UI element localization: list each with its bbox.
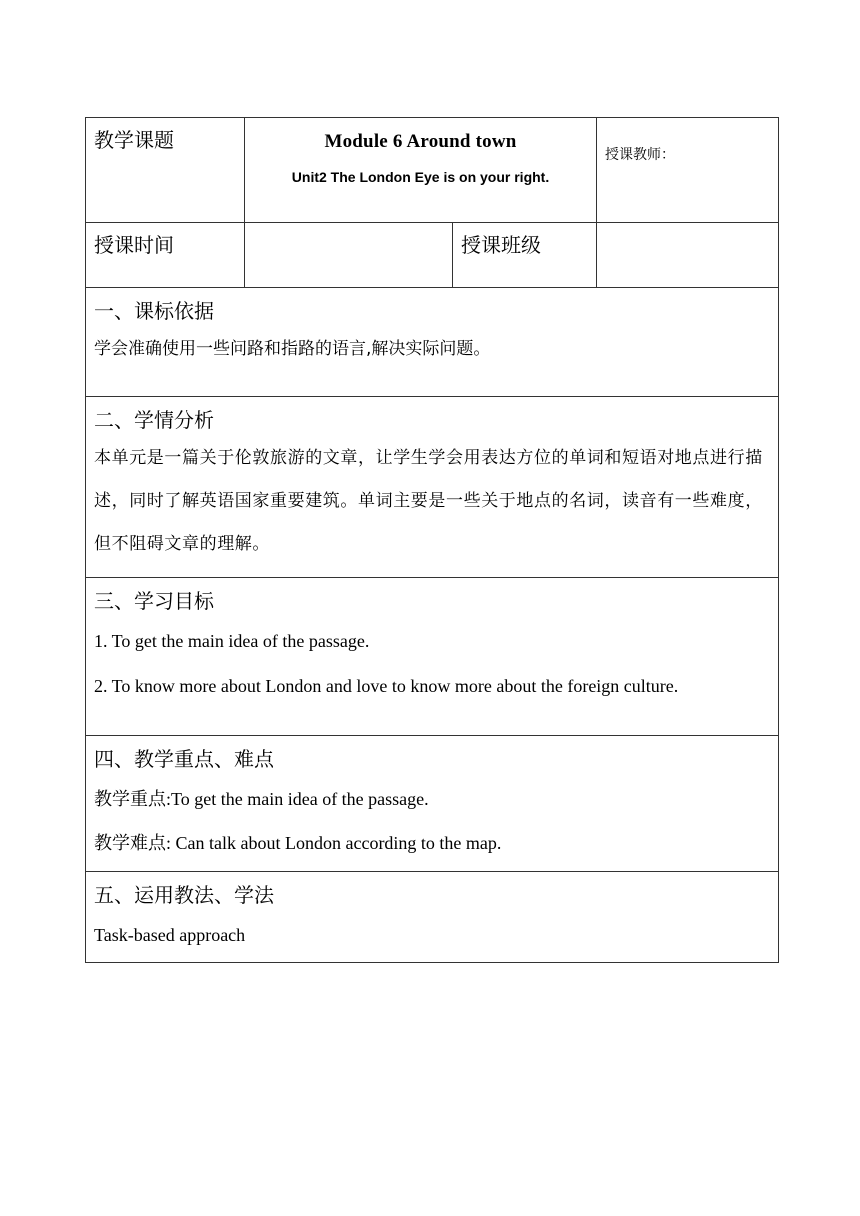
subject-label: 教学课题 bbox=[86, 118, 245, 223]
class-value bbox=[597, 223, 779, 288]
section-curriculum bbox=[86, 288, 779, 397]
meta-row bbox=[86, 223, 779, 288]
unit-title: Unit2 The London Eye is on your right. bbox=[291, 169, 550, 185]
lesson-title-cell bbox=[245, 118, 597, 223]
goal-item: 2. To know more about London and love to know more about the foreign culture. bbox=[94, 676, 679, 696]
section-student-analysis bbox=[86, 397, 779, 578]
lesson-plan-table bbox=[85, 117, 779, 963]
module-title: Module 6 Around town bbox=[324, 131, 517, 152]
key-point-item: 教学难点: Can talk about London according to the map. bbox=[94, 833, 502, 853]
section-methods bbox=[86, 872, 779, 963]
section-learning-goals bbox=[86, 578, 779, 736]
section-heading: 三、学习目标 bbox=[94, 589, 214, 613]
time-label: 授课时间 bbox=[86, 223, 245, 288]
section-paragraph: 本单元是一篇关于伦敦旅游的文章，让学生学会用表达方位的单词和短语对地点进行描述，同时了解英语国家重要建筑。单词主要是一些关于地点的名词，读音有一些难度，但不阻碍文章的理解。 bbox=[94, 448, 763, 554]
section-heading: 二、学情分析 bbox=[94, 408, 214, 432]
section-heading: 五、运用教法、学法 bbox=[94, 883, 274, 907]
section-heading: 一、课标依据 bbox=[94, 299, 214, 323]
key-point-item: 教学重点:To get the main idea of the passage. bbox=[94, 789, 429, 809]
time-value bbox=[245, 223, 453, 288]
section-heading: 四、教学重点、难点 bbox=[94, 747, 274, 771]
section-text: 学会准确使用一些问路和指路的语言,解决实际问题。 bbox=[94, 339, 491, 359]
title-row bbox=[86, 118, 779, 223]
teacher-label: 授课教师： bbox=[597, 118, 779, 223]
class-label: 授课班级 bbox=[453, 223, 597, 288]
method-item: Task-based approach bbox=[94, 925, 246, 945]
section-key-points bbox=[86, 736, 779, 872]
goal-item: 1. To get the main idea of the passage. bbox=[94, 631, 370, 651]
